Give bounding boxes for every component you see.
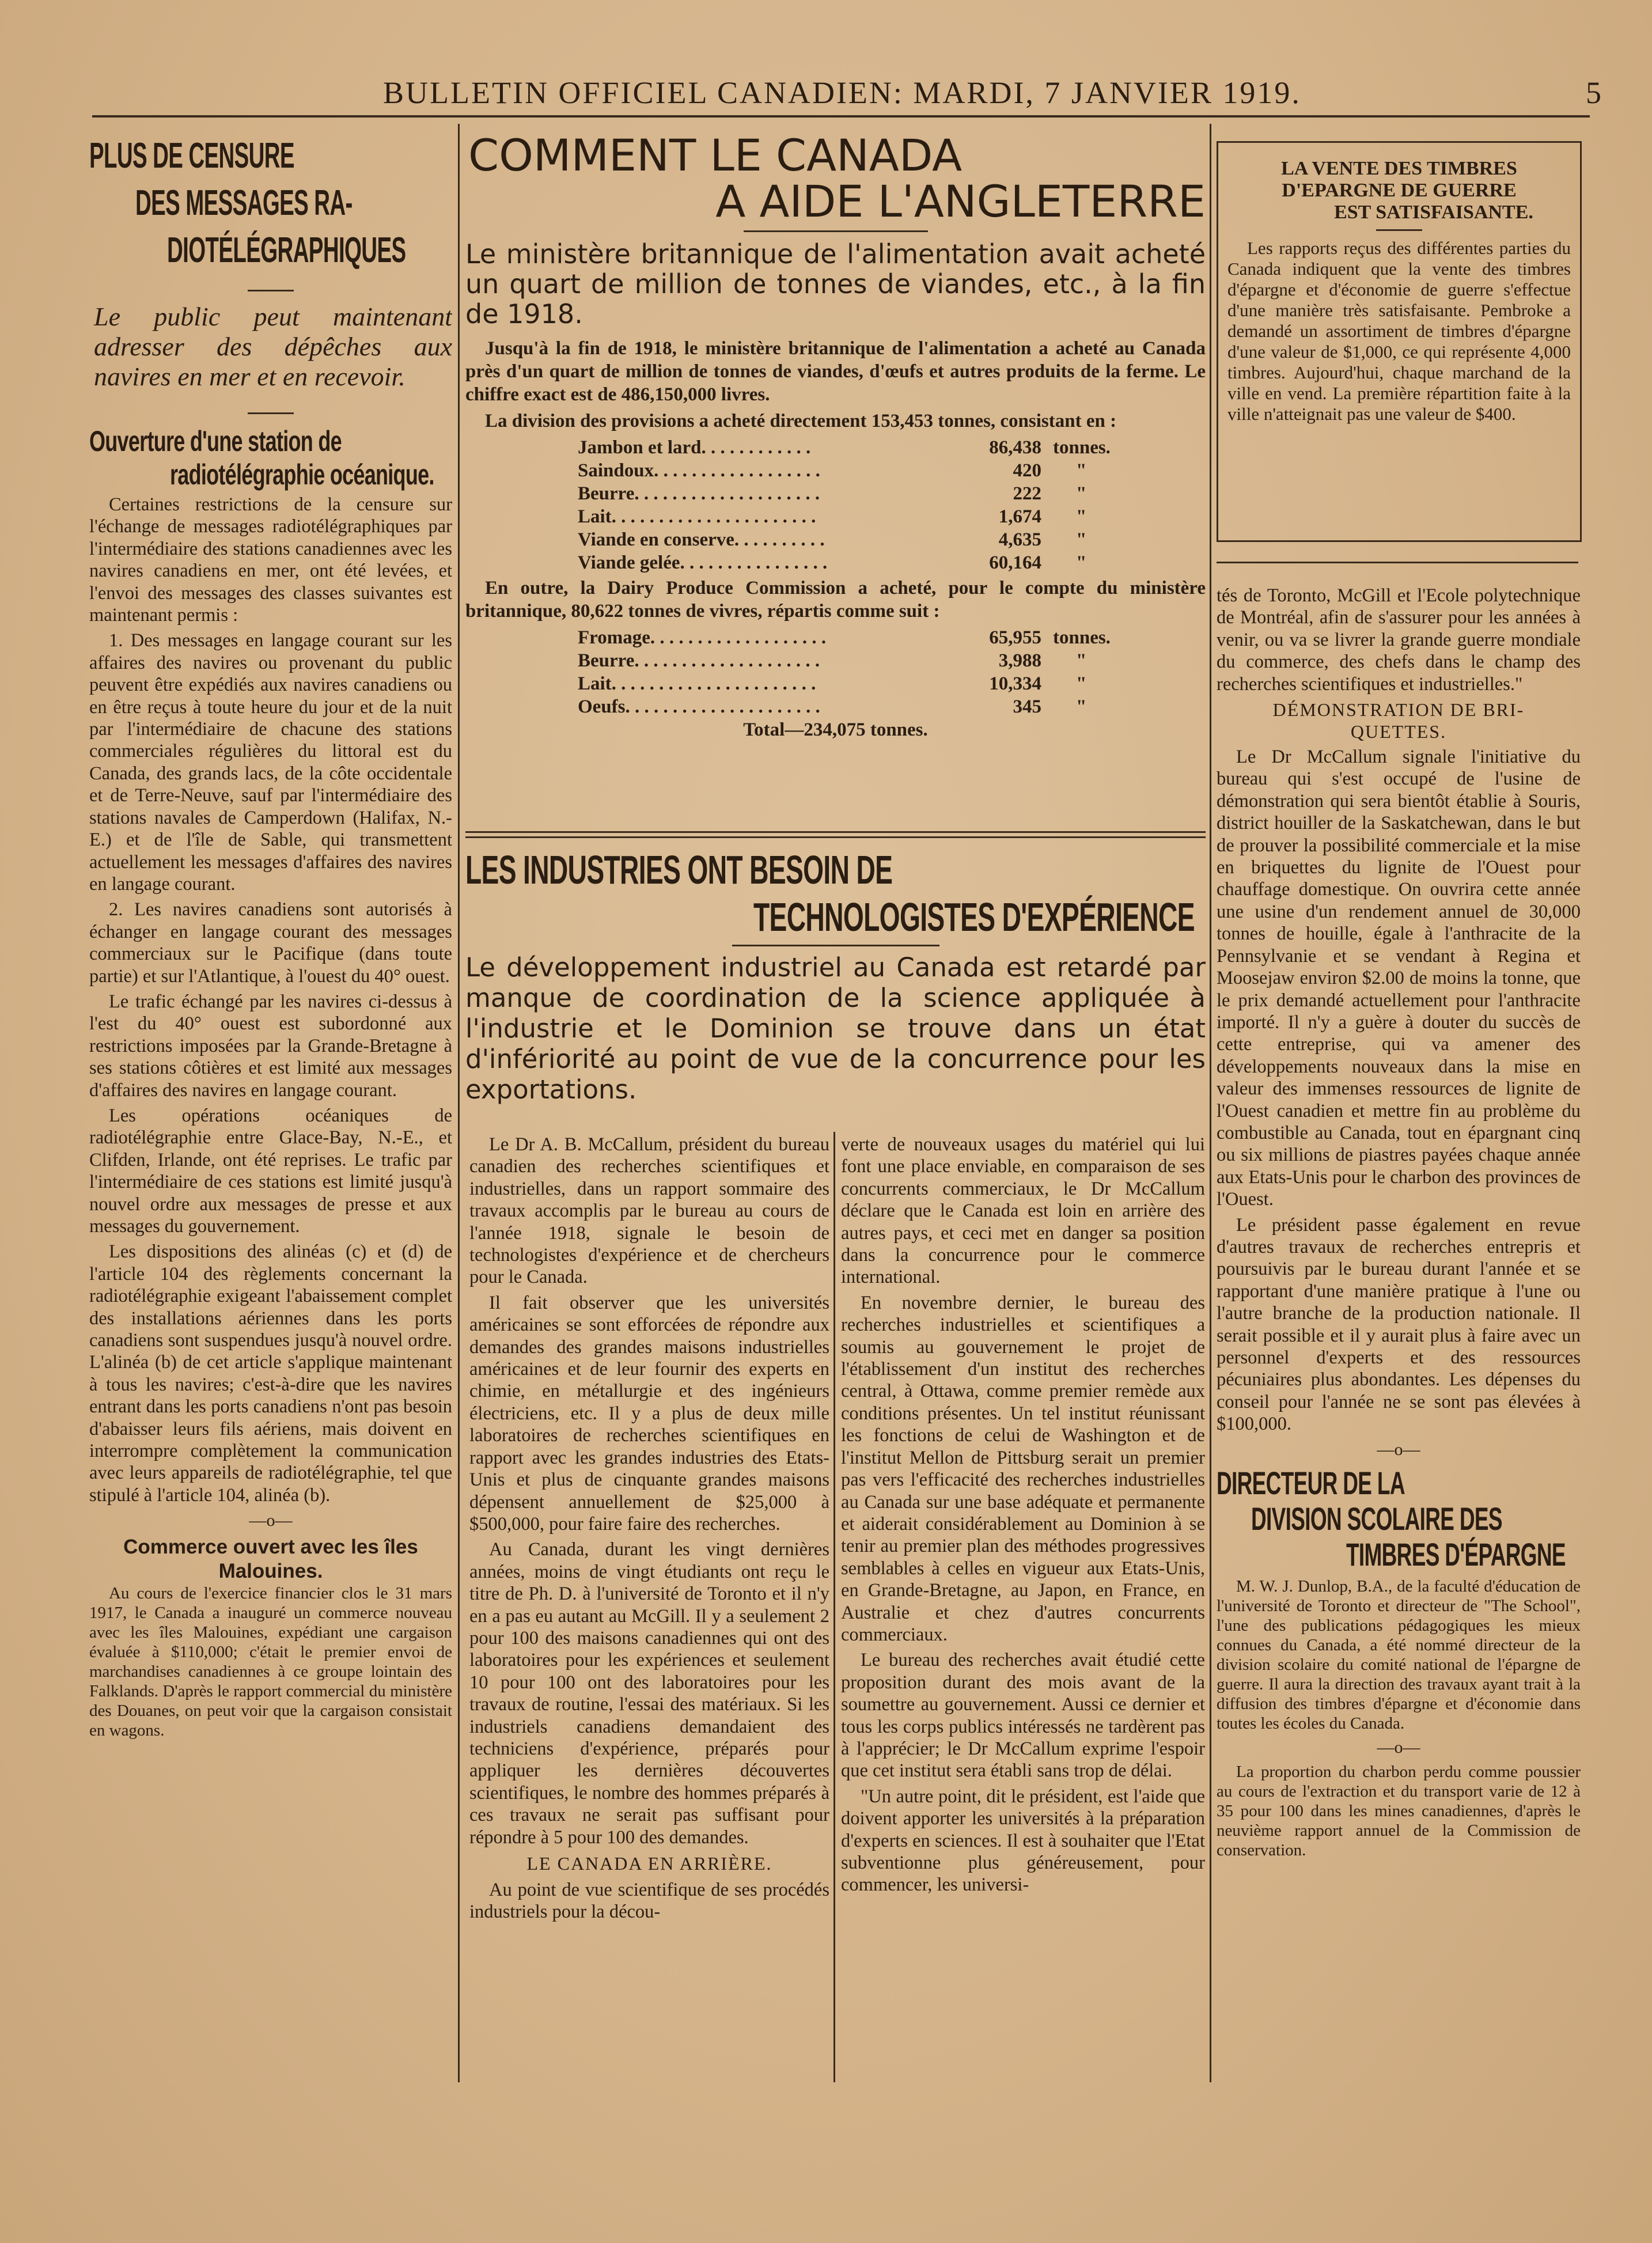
malouines-body	[89, 1583, 452, 1740]
spacer	[465, 329, 1206, 337]
subhead-canada-arriere: LE CANADA EN ARRIÈRE.	[526, 1853, 772, 1874]
subhead-line: QUETTES.	[1350, 721, 1447, 742]
table-unit: "	[1076, 696, 1087, 717]
directeur-headline	[1217, 1464, 1581, 1577]
subhead-line: Commerce ouvert avec les îles	[123, 1536, 418, 1559]
stamps-box	[1217, 141, 1582, 542]
header-rule	[92, 115, 1590, 118]
table-qty: 222	[1013, 483, 1041, 504]
paragraph: Au cours de l'exercice financier clos le 31 mars 1917, le Canada a inauguré un commerce nouveau avec les îles Malouines, expédiant une cargaison évaluée à $110,000; c'était le premier envoi de marchandises canadiennes à ce groupe lointain des Falklands. D'après le rapport commercial du ministère des Douanes, on peut voir que la cargaison consistait en wagons.	[89, 1584, 452, 1740]
industries-column-b	[841, 1134, 1205, 2084]
paragraph: "Un autre point, dit le président, est l'aide que doivent apporter les universités à la préparation d'experts en sciences. Il est à souhaiter que l'Etat subventionne plus généreusement, pour commencer, les universi-	[841, 1786, 1205, 1896]
table-unit: tonnes.	[1053, 627, 1111, 648]
table-row	[578, 528, 1206, 551]
headline-line-3: DIOTÉLÉGRAPHIQUES	[167, 230, 406, 270]
running-title: BULLETIN OFFICIEL CANADIEN: MARDI, 7 JANVIER 1919.	[383, 75, 1301, 110]
censure-deck: Le public peut maintenant adresser des dépêches aux navires en mer et en recevoir.	[94, 302, 452, 391]
section-rule	[465, 831, 1206, 833]
paragraph: Les dispositions des alinéas (c) et (d) de l'article 104 des règlements concernant la radiotélégraphie exigeant l'abaissement complet des installations aériennes dans les ports canadiens sont suspendues jusqu'à nouvel ordre. L'alinéa (b) de cet article s'applique maintenant à tous les navires; c'est-à-dire que les navires entrant dans les ports canadiens n'ont pas besoin d'abaisser leurs fils aériens, mais doivent en interrompre complètement la communication avec leurs appareils de radiotélégraphie, tel que stipulé à l'article 104, alinéa (b).	[89, 1241, 452, 1506]
table-row	[578, 551, 1206, 574]
section-rule	[465, 836, 1206, 838]
headline-line-1: PLUS DE CENSURE	[89, 136, 294, 176]
table-unit: "	[1076, 650, 1087, 671]
paragraph: Le Dr McCallum signale l'initiative du bureau qui s'est occupé de l'usine de démonstration qui sera bientôt établie à Souris, district houiller de la Saskatchewan, dans le but de prouver la possibilité commerciale et la mise en briquettes du lignite de l'Ouest pour chauffage domestique. On ouvrira cette année une usine d'un rendement annuel de 30,000 tonnes de houille, égale à l'anthracite de la Pennsylvanie et se vendant à Regina et Moosejaw environ $2.00 de moins la tonne, que le prix demandé actuellement pour l'anthracite importé. Il n'y a guère à douter du succès de cette entreprise, qui va amener des développements nouveaux dans la mise en valeur des immenses ressources de lignite de l'Ouest canadien et mettre fin au problème du combustible au Canada, tout en épargnant cinq ou six millions de piastres payées chaque année aux Etats-Unis pour le charbon des provinces de l'Ouest.	[1217, 747, 1581, 1210]
paragraph: Il fait observer que les universités américaines se sont efforcées de répondre aux demandes des grandes maisons industrielles américaines et de leur fournir des experts en chimie, en métallurgie et des ingénieurs électriciens, etc. Il y a plus de deux mille laboratoires de recherches scientifiques en rapport avec les grandes industries des Etats-Unis et plus de cinquante grandes maisons dépensent annuellement de $25,000 à $500,000, pour faire faire des recherches.	[469, 1292, 829, 1535]
table-row	[578, 672, 1206, 695]
paragraph: 2. Les navires canadiens sont autorisés à échanger en langage courant des messages commerciaux sur le Pacifique (dans toute partie) et sur l'Atlantique, à l'ouest du 40° ouest.	[89, 899, 452, 987]
headline-line-2: TECHNOLOGISTES D'EXPÉRIENCE	[753, 895, 1195, 939]
paragraph: En novembre dernier, le bureau des recherches industrielles et scientifiques a soumis au gouvernement le projet de l'établissement d'un institut des recherches central, à Ottawa, comme premier remède aux conditions présentes. Un tel institut réunissant les fonctions de celui de Washington et de l'institut Mellon de Pittsburg serait un premier pas vers l'efficacité des recherches industrielles au Canada sur une base adéquate et permanente et aiderait considérablement au Dominion à se tenir au premier plan des méthodes progressives semblables à celles en vigueur aux Etats-Unis, en Grande-Bretagne, au Japon, en France, en Australie et chez d'autres concurrents commerciaux.	[841, 1292, 1205, 1645]
paragraph: Les opérations océaniques de radiotélégraphie entre Glace-Bay, N.-E., et Clifden, Irlande, ont été reprises. Le trafic par l'intermédiaire de ces stations est limité jusqu'à nouvel ordre aux messages de presse et aux messages du gouvernement.	[89, 1105, 452, 1237]
table-qty: 65,955	[989, 627, 1041, 648]
column-right	[1217, 585, 1581, 2082]
table-item: Lait. . . . . . . . . . . . . . . . . . . . . .	[578, 673, 816, 694]
paragraph: Certaines restrictions de la censure sur l'échange de messages radiotélégraphiques par l'intermédiaire des stations canadiennes avec les navires canadiens en mer, ont été levées, et l'envoi des messages des classes suivantes est maintenant permis :	[89, 494, 452, 626]
table-item: Lait. . . . . . . . . . . . . . . . . . . . . .	[578, 506, 816, 527]
table-unit: "	[1076, 552, 1087, 573]
malouines-subhead	[89, 1535, 452, 1583]
page-number: 5	[1586, 75, 1601, 110]
charbon-body	[1217, 1762, 1581, 1860]
industries-column-a	[469, 1134, 829, 2084]
table-qty: 3,988	[998, 650, 1041, 671]
table-row	[578, 695, 1206, 718]
table-row	[578, 459, 1206, 482]
table-qty: 420	[1013, 460, 1041, 481]
briquettes-subhead	[1217, 699, 1581, 742]
censure-subhead	[89, 425, 452, 494]
paragraph: Les rapports reçus des différentes parties du Canada indiquent que la vente des timbres d'épargne et d'économie de guerre s'effectue d'une manière très satisfaisante. Pembroke a demandé un assortiment de timbres d'épargne d'une valeur de $1,000, ce qui représente 4,000 timbres. Aujourd'hui, chaque marchand de la ville en vend. La première répartition faite à la ville n'atteignait pas une valeur de $400.	[1227, 238, 1571, 424]
canada-headline	[465, 130, 1206, 230]
industries-deck: Le développement industriel au Canada est retardé par manque de coordination de la science appliquée à l'industrie et le Dominion se trouve dans un état d'infériorité au point de vue de la concurrence pour les exportations.	[465, 952, 1206, 1105]
provisions-table	[465, 436, 1206, 574]
table-total: Total—234,075 tonnes.	[743, 719, 928, 740]
separator: —o—	[1377, 1737, 1420, 1757]
table-item: Beurre. . . . . . . . . . . . . . . . . . . .	[578, 650, 820, 671]
table-qty: 86,438	[989, 437, 1041, 458]
paragraph: Le président passe également en revue d'autres travaux de recherches entrepris et poursuivis par le bureau durant l'année et se rapportant d'une manière pratique à l'une ou l'autre branche de la production nationale. Il serait possible et il y aurait plus à faire avec un personnel d'experts et des ressources pécuniaires plus abondantes. Les dépenses du conseil pour l'année ne se sont pas élevées à $100,000.	[1217, 1214, 1581, 1435]
table-item: Jambon et lard. . . . . . . . . . . .	[578, 437, 811, 458]
paragraph: La proportion du charbon perdu comme poussier au cours de l'extraction et du transport varie de 12 à 35 pour 100 dans les mines canadiennes, d'après le neuvième rapport annuel de la Commission de conservation.	[1217, 1762, 1581, 1859]
canada-deck: Le ministère britannique de l'alimentation avait acheté un quart de million de tonnes de viandes, etc., à la fin de 1918.	[465, 238, 1206, 329]
stamps-body	[1218, 238, 1580, 428]
headline-line-1: DIRECTEUR DE LA	[1217, 1464, 1405, 1501]
subhead-line-2: radiotélégraphie océanique.	[170, 459, 434, 491]
headline-line-2: DIVISION SCOLAIRE DES	[1251, 1500, 1502, 1537]
paragraph: Le trafic échangé par les navires ci-dessus à l'est du 40° ouest est subordonné aux restrictions imposées par la Grande-Bretagne à ses stations côtières et est limité aux messages d'affaires des navires en langage courant.	[89, 991, 452, 1101]
paragraph: 1. Des messages en langage courant sur les affaires des navires ou provenant du public peuvent être expédiés aux navires canadiens ou en être reçus à toute heure du jour et de la nuit par l'intermédiaire de chacune des stations commerciales régulières du littoral est du Canada, des grands lacs, de la côte occidentale et de Terre-Neuve, sauf par l'intermédiaire des stations navales de Camperdown (Halifax, N.-E.) et de l'île de Sable, qui transmettent actuellement les messages d'affaires des navires en langage courant.	[89, 630, 452, 895]
divider	[248, 412, 294, 414]
table-qty: 60,164	[989, 552, 1041, 573]
separator: —o—	[249, 1511, 293, 1530]
headline-line-1: COMMENT LE CANADA	[468, 130, 963, 181]
table-item: Oeufs. . . . . . . . . . . . . . . . . . . . .	[578, 696, 820, 717]
divider	[732, 945, 939, 946]
table-qty: 1,674	[998, 506, 1041, 527]
divider	[248, 290, 294, 291]
headline-line: EST SATISFAISANTE.	[1334, 202, 1533, 223]
column-left	[89, 135, 452, 2082]
running-header	[92, 75, 1601, 121]
paragraph: verte de nouveaux usages du matériel qui lui font une place enviable, en comparaison de ses concurrents commerciaux, le Dr McCallum déclare que le Canada est loin en arrière des autres pays, et ceci met en danger sa position dans la concurrence pour le commerce international.	[841, 1134, 1205, 1288]
table-unit: "	[1076, 506, 1087, 527]
separator: —o—	[1377, 1439, 1420, 1459]
paragraph: Au Canada, durant les vingt dernières années, moins de vingt étudiants ont reçu le titre de Ph. D. à l'université de Toronto et il n'y en a pas eu autant au McGill. Il y a seulement 2 pour 100 des maisons canadiennes qui ont des laboratoires pour les expériences et seulement 10 pour 100 ont des laboratoires pour les travaux de routine, l'essai des matériaux. Si les industriels canadiens demandaient des techniciens d'expérience, préparés pour appliquer les dernières découvertes scientifiques, le nombre des hommes préparés à ces travaux ne serait pas suffisant pour répondre à 5 pour 100 des demandes.	[469, 1539, 829, 1848]
table-qty: 4,635	[998, 529, 1041, 550]
table-row	[578, 482, 1206, 505]
subhead-line: Malouines.	[218, 1560, 323, 1583]
industries-headline	[465, 847, 1206, 945]
table-unit: tonnes.	[1053, 437, 1111, 458]
paragraph: Le Dr A. B. McCallum, président du bureau canadien des recherches scientifiques et industrielles, dans un rapport sommaire des travaux accomplis par le bureau au cours de l'année 1918, signale le besoin de technologistes d'expérience et de chercheurs pour le Canada.	[469, 1134, 829, 1288]
headline-line: LA VENTE DES TIMBRES	[1281, 158, 1517, 179]
table-unit: "	[1076, 483, 1087, 504]
divider	[744, 230, 928, 232]
article-canada-angleterre	[465, 130, 1206, 829]
column-rule-1	[458, 124, 460, 2082]
headline-line-3: TIMBRES D'ÉPARGNE	[1346, 1536, 1566, 1573]
headline-line-2: A AIDE L'ANGLETERRE	[715, 176, 1206, 227]
paragraph: La division des provisions a acheté directement 153,453 tonnes, consistant en :	[485, 411, 1117, 431]
table-item: Beurre. . . . . . . . . . . . . . . . . . . .	[578, 483, 820, 504]
table-unit: "	[1076, 529, 1087, 550]
table-row	[578, 505, 1206, 528]
table-qty: 345	[1013, 696, 1041, 717]
column-rule-3	[833, 1132, 835, 2082]
paragraph: M. W. J. Dunlop, B.A., de la faculté d'éducation de l'université de Toronto et directeur de "The School", l'une des publications pédagogiques les mieux connues du Canada, a été nommé directeur de la division scolaire du comité national de l'épargne de guerre. Il aura la direction des travaux ayant trait à la diffusion des timbres d'épargne et d'économie dans toutes les écoles du Canada.	[1217, 1577, 1581, 1733]
paragraph: Le bureau des recherches avait étudié cette proposition durant des mois avant de la soumettre au gouvernement. Aussi ce dernier et tous les corps publics intéressés ne tardèrent pas à l'apprécier; le Dr McCallum exprime l'espoir que cet institut sera établi sans trop de délai.	[841, 1650, 1205, 1782]
column-rule-2	[1210, 124, 1211, 2082]
stamps-headline	[1218, 143, 1580, 223]
table-item: Saindoux. . . . . . . . . . . . . . . . . .	[578, 460, 820, 481]
table-row	[578, 649, 1206, 672]
subhead-line-1: Ouverture d'une station de	[89, 425, 342, 457]
section-rule	[1217, 562, 1578, 563]
directeur-body	[1217, 1577, 1581, 1733]
table-unit: "	[1076, 460, 1087, 481]
censure-headline	[89, 135, 452, 279]
table-unit: "	[1076, 673, 1087, 694]
headline-line-2: DES MESSAGES RA-	[135, 183, 353, 223]
subhead-line: DÉMONSTRATION DE BRI-	[1272, 699, 1525, 721]
table-qty: 10,334	[989, 673, 1041, 694]
paragraph: tés de Toronto, McGill et l'Ecole polytechnique de Montréal, afin de s'assurer pour les années à venir, ou va se livrer la grande guerre mondiale du commerce, des chefs dans le champ des recherches scientifiques et industrielles."	[1217, 585, 1581, 695]
table-item: Viande en conserve. . . . . . . . . .	[578, 529, 825, 550]
paragraph: Au point de vue scientifique de ses procédés industriels pour la décou-	[469, 1880, 829, 1923]
article-industries	[465, 847, 1206, 1132]
table-row	[578, 626, 1206, 649]
headline-line-1: LES INDUSTRIES ONT BESOIN DE	[465, 847, 893, 892]
headline-line: D'EPARGNE DE GUERRE	[1282, 180, 1517, 201]
table-item: Viande gelée. . . . . . . . . . . . . . . .	[578, 552, 828, 573]
paragraph: Jusqu'à la fin de 1918, le ministère britannique de l'alimentation a acheté au Canada près d'un quart de million de tonnes de viandes, d'œufs et autres produits de la ferme. Le chiffre exact est de 486,150,000 livres.	[465, 338, 1206, 405]
table-item: Fromage. . . . . . . . . . . . . . . . . . .	[578, 627, 827, 648]
divider	[1376, 229, 1422, 231]
dairy-table	[465, 626, 1206, 718]
table-row	[578, 436, 1206, 459]
paragraph: En outre, la Dairy Produce Commission a acheté, pour le compte du ministère britannique, 80,622 tonnes de vivres, répartis comme suit :	[465, 578, 1206, 622]
